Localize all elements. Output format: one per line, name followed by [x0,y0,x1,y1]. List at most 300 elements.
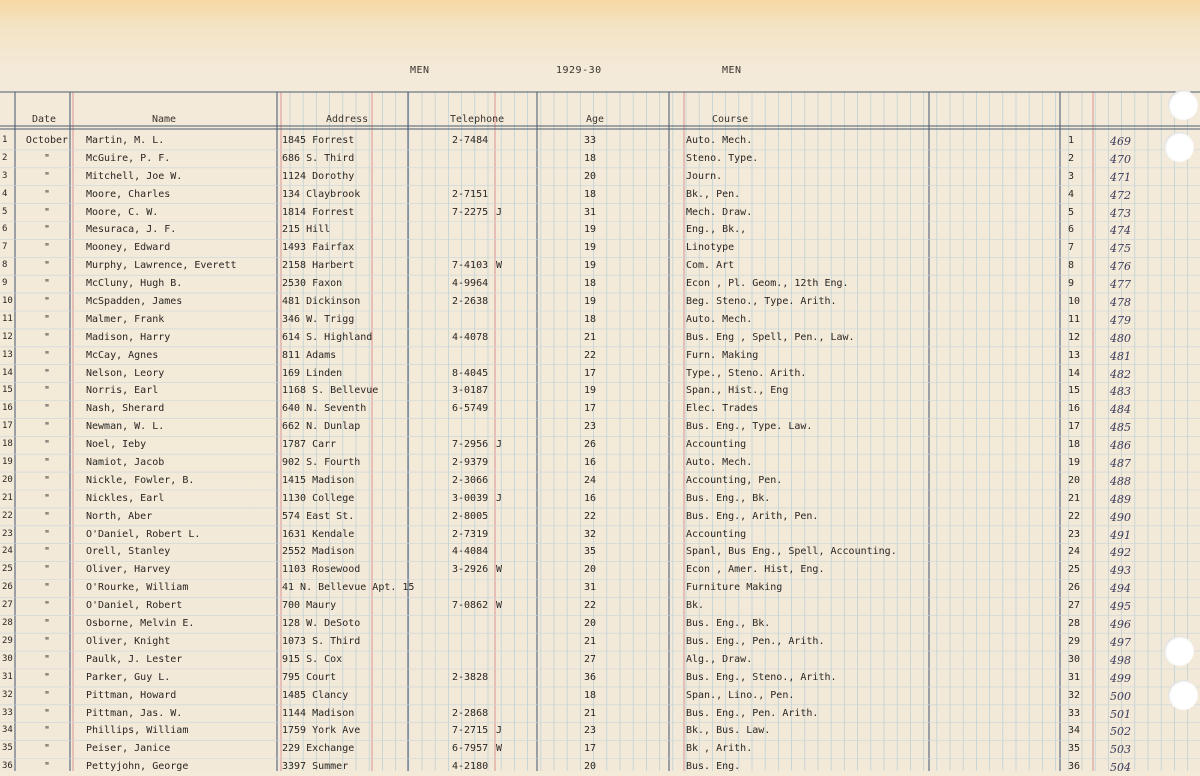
line-number: 32 [2,689,13,700]
table-row [0,705,1200,723]
address-cell: 686 S. Third [282,152,355,164]
handwritten-number-cell: 474 [1110,224,1131,238]
age-cell: 33 [584,135,597,146]
name-cell: Osborne, Melvin E. [86,618,195,630]
address-cell: 700 Maury [282,600,337,612]
record-number-cell: 9 [1068,278,1075,290]
exchange-cell: J [496,439,503,451]
address-cell: 614 S. Highland [282,331,373,343]
course-cell: Accounting, Pen. [686,474,783,486]
address-cell: 574 East St. [282,510,355,522]
date-cell: " [43,707,51,719]
date-cell: " [43,635,51,647]
line-number: 10 [2,296,13,307]
table-row [0,508,1200,526]
date-cell: " [43,546,51,558]
record-number-cell: 3 [1068,170,1075,182]
date-cell: " [43,439,51,451]
line-number: 30 [2,653,13,664]
record-number-cell: 23 [1068,528,1081,540]
course-cell: Linotype [686,242,735,254]
record-number-cell: 18 [1068,439,1081,451]
line-number: 34 [2,725,13,736]
age-cell: 20 [584,170,597,182]
handwritten-number-cell: 502 [1110,725,1131,739]
record-number-cell: 15 [1068,385,1081,397]
telephone-cell: 3-0187 [452,385,489,397]
line-number: 29 [2,635,13,646]
line-number: 14 [2,367,13,378]
record-number-cell: 33 [1068,707,1081,719]
line-number: 36 [2,761,13,772]
course-cell: Bus. Eng., Pen. Arith. [686,707,819,719]
age-cell: 31 [584,582,597,594]
handwritten-number-cell: 490 [1110,510,1131,524]
handwritten-number-cell: 496 [1110,618,1131,632]
course-cell: Accounting [686,528,747,540]
name-cell: Nelson, Leory [86,367,165,379]
exchange-cell: J [496,492,503,504]
date-cell: " [43,278,51,290]
date-cell: " [43,743,51,755]
name-cell: Murphy, Lawrence, Everett [86,260,237,272]
address-cell: 1485 Clancy [282,689,349,701]
handwritten-number-cell: 471 [1110,170,1131,184]
line-number: 19 [2,457,13,468]
table-row [0,669,1200,687]
date-cell: " [43,528,51,540]
table-row [0,615,1200,633]
table-row [0,311,1200,329]
binder-hole [1168,90,1198,120]
line-number: 16 [2,403,13,414]
date-cell: " [43,421,51,433]
handwritten-number-cell: 494 [1110,582,1131,596]
course-cell: Bk., Pen. [686,188,741,200]
record-number-cell: 30 [1068,653,1081,665]
course-cell: Econ , Pl. Geom., 12th Eng. [686,278,849,290]
table-row [0,382,1200,400]
table-row [0,239,1200,257]
line-number: 15 [2,385,13,396]
line-number: 24 [2,546,13,557]
binder-hole [1168,680,1198,710]
date-cell: " [43,457,51,469]
line-number: 31 [2,671,13,682]
line-number: 25 [2,564,13,575]
date-cell: " [43,242,51,254]
handwritten-number-cell: 477 [1110,278,1131,292]
telephone-cell: 2-7319 [452,528,489,540]
name-cell: McCluny, Hugh B. [86,278,183,290]
line-number: 22 [2,510,13,521]
exchange-cell: W [496,260,503,272]
age-cell: 16 [584,492,597,504]
address-cell: 795 Court [282,671,337,683]
table-row [0,186,1200,204]
record-number-cell: 27 [1068,600,1081,612]
table-row [0,400,1200,418]
course-cell: Auto. Mech. [686,313,753,325]
address-cell: 481 Dickinson [282,296,361,308]
course-cell: Auto. Mech. [686,457,753,469]
record-number-cell: 24 [1068,546,1081,558]
record-number-cell: 5 [1068,206,1075,218]
address-cell: 2552 Madison [282,546,355,558]
exchange-cell: W [496,600,503,612]
exchange-cell: J [496,725,503,737]
table-row [0,651,1200,669]
date-cell: " [43,206,51,218]
age-cell: 19 [584,385,597,397]
line-number: 35 [2,743,13,754]
telephone-cell: 6-7957 [452,743,489,755]
name-cell: Paulk, J. Lester [86,653,183,665]
date-cell: " [43,653,51,665]
age-cell: 27 [584,653,597,665]
age-cell: 17 [584,743,597,755]
line-number: 4 [2,188,8,199]
header-men-left: MEN [410,65,430,76]
address-cell: 1415 Madison [282,474,355,486]
binder-hole [1164,636,1194,666]
record-number-cell: 25 [1068,564,1081,576]
course-cell: Bus. Eng., Pen., Arith. [686,635,825,647]
name-cell: Mooney, Edward [86,242,171,254]
address-cell: 128 W. DeSoto [282,618,361,630]
age-cell: 36 [584,671,597,683]
date-cell: " [43,331,51,343]
line-number: 28 [2,618,13,629]
course-cell: Eng., Bk., [686,224,747,236]
telephone-cell: 6-5749 [452,403,489,415]
handwritten-number-cell: 478 [1110,296,1131,310]
name-cell: Madison, Harry [86,331,171,343]
table-row [0,347,1200,365]
table-row [0,365,1200,383]
date-cell: " [43,671,51,683]
telephone-cell: 4-4078 [452,331,489,343]
record-number-cell: 4 [1068,188,1075,200]
name-cell: McGuire, P. F. [86,152,171,164]
record-number-cell: 11 [1068,313,1081,325]
handwritten-number-cell: 503 [1110,743,1131,757]
address-cell: 1759 York Ave [282,725,361,737]
table-row [0,740,1200,758]
course-cell: Bus. Eng. [686,761,741,773]
age-cell: 16 [584,457,597,469]
date-cell: " [43,188,51,200]
name-cell: Pittman, Howard [86,689,177,701]
date-cell: " [43,600,51,612]
address-cell: 902 S. Fourth [282,457,361,469]
date-cell: " [43,510,51,522]
table-row [0,722,1200,740]
name-cell: Pettyjohn, George [86,761,189,773]
table-row [0,758,1200,776]
table-row [0,275,1200,293]
course-cell: Bus. Eng., Arith, Pen. [686,510,819,522]
telephone-cell: 2-2638 [452,296,489,308]
date-cell: " [43,313,51,325]
record-number-cell: 10 [1068,296,1081,308]
course-cell: Bk , Arith. [686,743,753,755]
handwritten-number-cell: 483 [1110,385,1131,399]
name-cell: Nash, Sherard [86,403,165,415]
address-cell: 640 N. Seventh [282,403,367,415]
address-cell: 229 Exchange [282,743,355,755]
name-cell: Moore, Charles [86,188,171,200]
course-cell: Furn. Making [686,349,759,361]
name-cell: Moore, C. W. [86,206,159,218]
date-cell: " [43,349,51,361]
handwritten-number-cell: 487 [1110,457,1131,471]
age-cell: 17 [584,367,597,379]
handwritten-number-cell: 485 [1110,421,1131,435]
age-cell: 19 [584,224,597,236]
binder-hole [1164,132,1194,162]
address-cell: 41 N. Bellevue Apt. 15 [282,582,415,594]
date-cell: " [43,385,51,397]
telephone-cell: 2-2868 [452,707,489,719]
address-cell: 1631 Kendale [282,528,355,540]
address-cell: 2158 Harbert [282,260,355,272]
record-number-cell: 28 [1068,618,1081,630]
line-number: 12 [2,331,13,342]
name-cell: Mitchell, Joe W. [86,170,183,182]
course-cell: Type., Steno. Arith. [686,367,807,379]
course-cell: Furniture Making [686,582,783,594]
telephone-cell: 4-4084 [452,546,489,558]
address-cell: 346 W. Trigg [282,313,355,325]
age-cell: 18 [584,313,597,325]
age-cell: 31 [584,206,597,218]
address-cell: 1493 Fairfax [282,242,355,254]
course-cell: Span., Hist., Eng [686,385,789,397]
telephone-cell: 7-2715 [452,725,489,737]
line-number: 27 [2,600,13,611]
table-row [0,293,1200,311]
address-cell: 1845 Forrest [282,135,355,146]
course-cell: Alg., Draw. [686,653,753,665]
record-number-cell: 20 [1068,474,1081,486]
handwritten-number-cell: 492 [1110,546,1131,560]
course-cell: Spanl, Bus Eng., Spell, Accounting. [686,546,897,558]
name-cell: Oliver, Harvey [86,564,171,576]
name-cell: O'Daniel, Robert L. [86,528,201,540]
course-cell: Bus. Eng., Type. Law. [686,421,813,433]
name-cell: Phillips, William [86,725,189,737]
telephone-cell: 2-7484 [452,135,489,146]
address-cell: 1787 Carr [282,439,337,451]
record-number-cell: 31 [1068,671,1081,683]
date-cell: " [43,725,51,737]
telephone-cell: 7-2956 [452,439,489,451]
date-cell: " [43,492,51,504]
date-cell: " [43,260,51,272]
course-cell: Journ. [686,170,723,182]
telephone-cell: 2-7151 [452,188,489,200]
name-cell: Norris, Earl [86,385,159,397]
handwritten-number-cell: 473 [1110,206,1131,220]
date-cell: " [43,152,51,164]
table-row [0,132,1200,150]
address-cell: 1130 College [282,492,355,504]
table-row [0,633,1200,651]
handwritten-number-cell: 491 [1110,528,1131,542]
age-cell: 17 [584,403,597,415]
name-cell: Namiot, Jacob [86,457,165,469]
course-cell: Steno. Type. [686,152,759,164]
age-cell: 18 [584,188,597,200]
record-number-cell: 13 [1068,349,1081,361]
column-age: Age [586,114,605,125]
telephone-cell: 4-2180 [452,761,489,773]
course-cell: Bus. Eng., Bk. [686,618,771,630]
handwritten-number-cell: 501 [1110,707,1131,721]
record-number-cell: 34 [1068,725,1081,737]
course-cell: Accounting [686,439,747,451]
handwritten-number-cell: 480 [1110,331,1131,345]
handwritten-number-cell: 479 [1110,313,1131,327]
age-cell: 22 [584,349,597,361]
name-cell: Oliver, Knight [86,635,171,647]
record-number-cell: 35 [1068,743,1081,755]
age-cell: 22 [584,510,597,522]
line-number: 8 [2,260,8,271]
handwritten-number-cell: 484 [1110,403,1131,417]
course-cell: Beg. Steno., Type. Arith. [686,296,837,308]
ledger-rows [0,132,1200,776]
handwritten-number-cell: 482 [1110,367,1131,381]
table-row [0,490,1200,508]
address-cell: 1144 Madison [282,707,355,719]
name-cell: Noel, Ieby [86,439,147,451]
table-row [0,579,1200,597]
age-cell: 19 [584,242,597,254]
address-cell: 3397 Summer [282,761,349,773]
name-cell: McSpadden, James [86,296,183,308]
record-number-cell: 32 [1068,689,1081,701]
address-cell: 1814 Forrest [282,206,355,218]
table-row [0,418,1200,436]
record-number-cell: 7 [1068,242,1075,254]
line-number: 21 [2,492,13,503]
name-cell: Malmer, Frank [86,313,165,325]
handwritten-number-cell: 486 [1110,439,1131,453]
handwritten-number-cell: 489 [1110,492,1131,506]
date-cell: " [43,224,51,236]
name-cell: Nickles, Earl [86,492,165,504]
handwritten-number-cell: 469 [1110,135,1131,148]
record-number-cell: 12 [1068,331,1081,343]
address-cell: 215 Hill [282,224,331,236]
name-cell: Martin, M. L. [86,135,165,146]
line-number: 5 [2,206,8,217]
address-cell: 169 Linden [282,367,343,379]
handwritten-number-cell: 488 [1110,474,1131,488]
age-cell: 20 [584,761,597,773]
table-row [0,526,1200,544]
telephone-cell: 3-0039 [452,492,489,504]
name-cell: O'Daniel, Robert [86,600,183,612]
handwritten-number-cell: 472 [1110,188,1131,202]
name-cell: Mesuraca, J. F. [86,224,177,236]
date-cell: " [43,403,51,415]
line-number: 2 [2,152,8,163]
table-row [0,687,1200,705]
address-cell: 1168 S. Bellevue [282,385,379,397]
record-number-cell: 1 [1068,135,1075,146]
date-cell: " [43,170,51,182]
line-number: 20 [2,474,13,485]
date-cell: " [43,296,51,308]
date-cell: " [43,761,51,773]
handwritten-number-cell: 500 [1110,689,1131,703]
record-number-cell: 22 [1068,510,1081,522]
handwritten-number-cell: 476 [1110,260,1131,274]
date-cell: " [43,564,51,576]
header-year: 1929-30 [556,65,602,76]
name-cell: Pittman, Jas. W. [86,707,183,719]
table-row [0,204,1200,222]
address-cell: 662 N. Dunlap [282,421,361,433]
date-cell: October [25,135,69,146]
table-row [0,472,1200,490]
date-cell: " [43,474,51,486]
telephone-cell: 4-9964 [452,278,489,290]
table-row [0,150,1200,168]
exchange-cell: J [496,206,503,218]
age-cell: 18 [584,689,597,701]
record-number-cell: 17 [1068,421,1081,433]
handwritten-number-cell: 475 [1110,242,1131,256]
handwritten-number-cell: 495 [1110,600,1131,614]
telephone-cell: 2-3066 [452,474,489,486]
course-cell: Elec. Trades [686,403,759,415]
course-cell: Span., Lino., Pen. [686,689,795,701]
record-number-cell: 14 [1068,367,1081,379]
table-row [0,454,1200,472]
table-row [0,168,1200,186]
telephone-cell: 7-4103 [452,260,489,272]
address-cell: 2530 Faxon [282,278,343,290]
age-cell: 35 [584,546,597,558]
age-cell: 21 [584,707,597,719]
address-cell: 811 Adams [282,349,337,361]
line-number: 17 [2,421,13,432]
table-row [0,221,1200,239]
age-cell: 18 [584,152,597,164]
course-cell: Bus. Eng., Steno., Arith. [686,671,837,683]
name-cell: Nickle, Fowler, B. [86,474,195,486]
record-number-cell: 21 [1068,492,1081,504]
telephone-cell: 8-4045 [452,367,489,379]
address-cell: 134 Claybrook [282,188,361,200]
course-cell: Mech. Draw. [686,206,753,218]
course-cell: Bus. Eng., Bk. [686,492,771,504]
record-number-cell: 6 [1068,224,1075,236]
telephone-cell: 7-0862 [452,600,489,612]
record-number-cell: 36 [1068,761,1081,773]
telephone-cell: 2-8005 [452,510,489,522]
course-cell: Bk., Bus. Law. [686,725,771,737]
table-row [0,436,1200,454]
age-cell: 20 [584,618,597,630]
record-number-cell: 29 [1068,635,1081,647]
date-cell: " [43,689,51,701]
line-number: 9 [2,278,8,289]
